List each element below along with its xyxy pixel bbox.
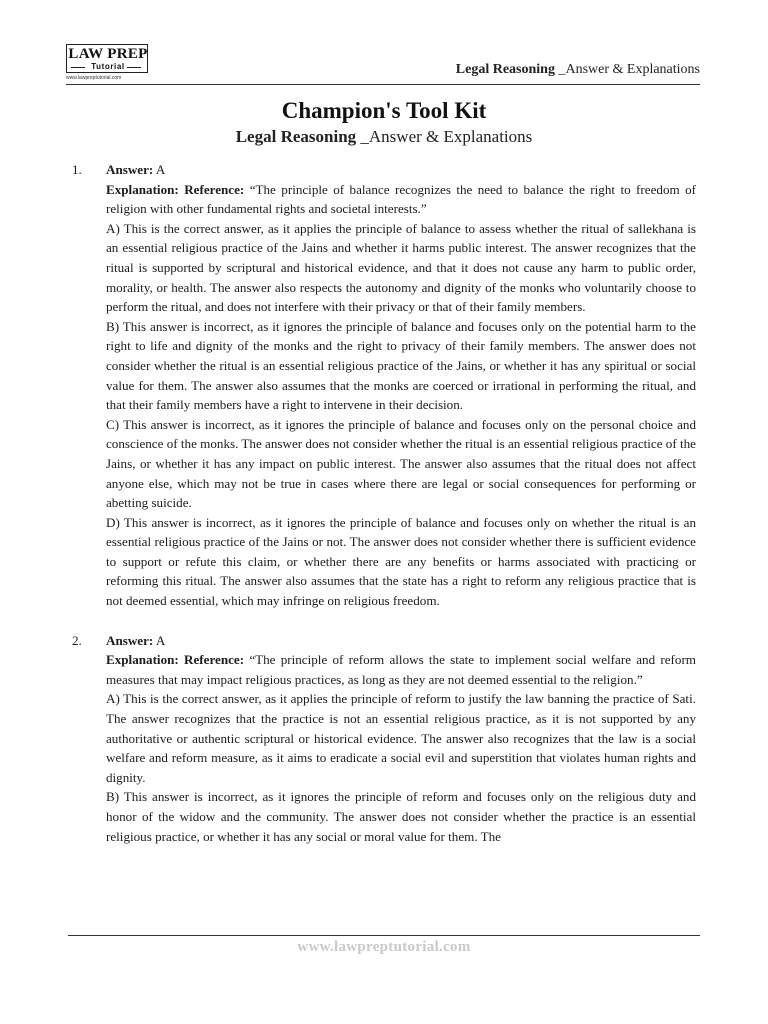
reference-label: Reference:: [184, 181, 245, 197]
explanation-label: Explanation:: [106, 652, 179, 668]
logo: [66, 44, 150, 81]
answer-label: Answer:: [106, 162, 154, 177]
option-explanation: B) This answer is incorrect, as it ignores the principle of reform and focuses only on the religious duty and honor of the widow and the community. The answer does not consider whether the practice is an essential religious practice, or whether it has any social or moral value for them. The: [106, 789, 696, 844]
explanation-reference: [106, 650, 696, 689]
answer-line: [106, 160, 696, 180]
page-subtitle-rest: _Answer & Explanations: [356, 127, 533, 146]
question-block: [72, 160, 696, 611]
answer-value: A: [153, 162, 166, 177]
answer-label: Answer:: [106, 632, 154, 648]
reference-text: “The principle of balance recognizes the need to balance the right to freedom of religion with other fundamental rights and societal interests.”: [106, 181, 696, 217]
page-title: Champion's Tool Kit: [281, 98, 487, 123]
option-explanation: A) This is the correct answer, as it applies the principle of reform to justify the law banning the practice of Sati. The answer recognizes that the practice is not an essential religious practice, as it is not supported by any authoritative or authentic scriptural or historical evidence. The answer also recognizes that the law is a social welfare and reform measure, as it aims to eradicate a social evil and superstition that violates human rights and dignity.: [106, 691, 696, 785]
option-explanation: C) This answer is incorrect, as it ignores the principle of balance and focuses only on the personal choice and conscience of the monks. The answer does not consider whether the ritual is an essential religious practice of the Jains, or whether it has any impact on public interest. The answer also assumes that the ritual does not affect anyone else, which may not be true in cases where there are legal or social consequences for performing or abetting suicide.: [106, 416, 696, 511]
footer-divider: [68, 935, 700, 936]
explanation-label: Explanation:: [106, 181, 179, 197]
reference-label: Reference:: [184, 652, 245, 668]
answer-value: A: [153, 632, 166, 648]
reference-text: “The principle of reform allows the state to implement social welfare and reform measures that may impact religious practices, as long as they are not deemed essential to the religion.”: [106, 652, 696, 687]
answer-line: [106, 631, 696, 651]
running-header-bold: Legal Reasoning: [455, 62, 555, 77]
option-explanation: D) This answer is incorrect, as it ignores the principle of balance and focuses only on whether the ritual is an essential religious practice of the Jains or not. The answer does not consider whether there is sufficient evidence to support or refute this claim, or whether there are any benefits or harms associated with practicing or reforming this ritual. The answer also assumes that the state has a right to reform any religious practice that is not deemed essential, which may infringe on religious freedom.: [106, 514, 696, 609]
logo-frame: [66, 44, 148, 73]
question-number: 1.: [72, 162, 82, 177]
footer-url: www.lawpreptutorial.com: [297, 939, 471, 955]
explanation-reference: [106, 180, 696, 219]
logo-rule-right: [127, 67, 141, 68]
option-explanation: B) This answer is incorrect, as it ignores the principle of balance and focuses only on the potential harm to the right to life and dignity of the monks and the right to privacy of their family members. The answer does not consider whether the ritual is an essential religious practice of the Jains, or whether it has any spiritual or social value for them. The answer also assumes that the monks are coerced or irrational in performing the ritual, and that their family members have a right to intervene in their decision.: [106, 318, 696, 413]
logo-subtitle: Tutorial: [91, 62, 125, 71]
option-explanation: A) This is the correct answer, as it applies the principle of balance to assess whether the ritual of sallekhana is an essential religious practice of the Jains and whether it harms public interest. The answer recognizes that the ritual is supported by scriptural and historical evidence, and that it does not cause any harm to public order, morality, or health. The answer also respects the autonomy and dignity of the monks who voluntarily choose to perform the ritual, and does not interfere with their privacy or that of their family members.: [106, 220, 696, 315]
running-header-rest: _Answer & Explanations: [554, 62, 700, 77]
logo-title: LAW PREP: [68, 46, 148, 62]
page-subtitle-bold: Legal Reasoning: [235, 127, 357, 146]
header-divider: [66, 84, 700, 85]
answers-body: [72, 160, 696, 846]
question-block: [72, 631, 696, 847]
logo-url: www.lawpreptutorial.com: [66, 75, 122, 81]
page-subtitle: [0, 127, 768, 147]
question-number: 2.: [72, 632, 82, 648]
running-header: [456, 62, 700, 78]
